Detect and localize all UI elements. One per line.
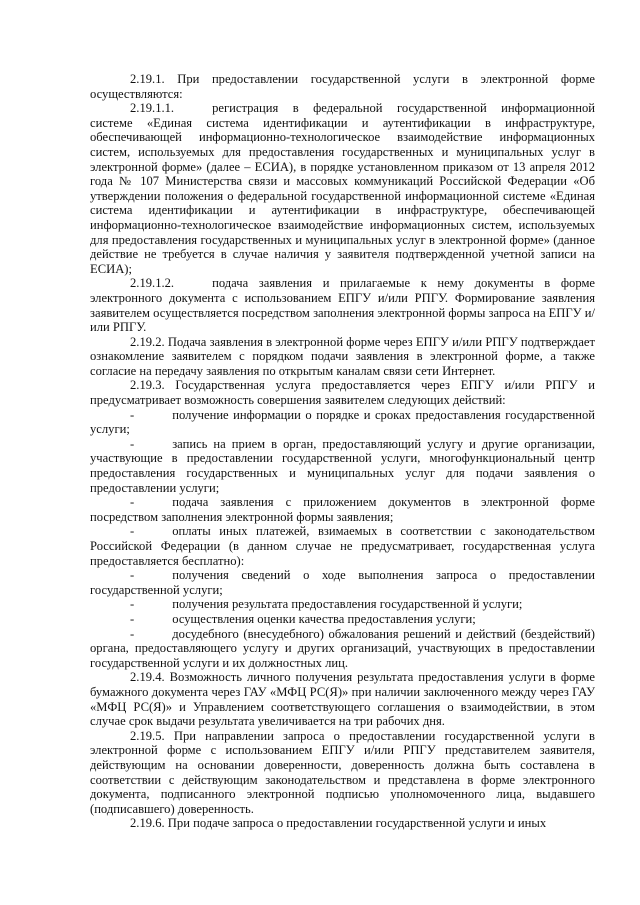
list-item-text: подача заявления с приложением документов в электронной форме посредством заполнения электронной формы заявления; bbox=[90, 495, 595, 524]
paragraph-2-19-6 bbox=[90, 816, 595, 831]
list-item bbox=[90, 568, 595, 597]
list-item bbox=[90, 612, 595, 627]
actions-list bbox=[90, 408, 595, 671]
clause-number: 2.19.2. bbox=[130, 334, 165, 349]
clause-number: 2.19.1.1. bbox=[130, 101, 175, 116]
clause-number: 2.19.1. bbox=[130, 72, 165, 86]
dash-marker: - bbox=[130, 597, 135, 612]
dash-marker: - bbox=[130, 524, 135, 539]
paragraph-2-19-2 bbox=[90, 335, 595, 379]
clause-text: При предоставлении государственной услуги в электронной форме осуществляются: bbox=[90, 72, 595, 101]
list-item bbox=[90, 627, 595, 671]
list-item-text: досудебного (внесудебного) обжалования решений и действий (бездействий) органа, предоставляющего услугу и других организаций, участвующих в предоставлении государственной услуги и их должностных лиц. bbox=[90, 626, 595, 670]
paragraph-2-19-4 bbox=[90, 670, 595, 728]
list-item-text: осуществления оценки качества предоставления услуги; bbox=[172, 611, 476, 626]
clause-text: Возможность личного получения результата предоставления услуги в форме бумажного документа через ГАУ «МФЦ РС(Я)» при наличии заключенного между через ГАУ «МФЦ РС(Я)» и Управлением соответствующего соглашения о взаимодействии, в этом случае срок выдачи результата увеличивается на три рабочих дня. bbox=[90, 670, 595, 729]
dash-marker: - bbox=[130, 436, 135, 451]
clause-number: 2.19.1.2. bbox=[130, 276, 175, 291]
clause-number: 2.19.4. bbox=[130, 670, 165, 685]
list-item-text: получение информации о порядке и сроках предоставления государственной услуги; bbox=[90, 407, 595, 437]
paragraph-2-19-5 bbox=[90, 729, 595, 817]
paragraph-2-19-1 bbox=[90, 72, 595, 101]
clause-number: 2.19.6. bbox=[130, 816, 165, 831]
clause-text: При направлении запроса о предоставлении государственной услуги в электронной форме с использованием ЕПГУ и/или РПГУ представителем заявителя, действующим на основании доверенности, доверенность должна быть составлена в соответствии с действующим законодательством и представлена в форме электронного документа, подписанного электронной подписью уполномоченного лица, выдавшего (подписавшего) доверенность. bbox=[90, 728, 595, 816]
clause-number: 2.19.5. bbox=[130, 728, 165, 743]
clause-text: При подаче запроса о предоставлении государственной услуги и иных bbox=[167, 816, 547, 831]
paragraph-2-19-1-1 bbox=[90, 101, 595, 276]
dash-marker: - bbox=[130, 626, 135, 641]
list-item-text: получения результата предоставления государственной й услуги; bbox=[172, 597, 523, 612]
dash-marker: - bbox=[130, 568, 135, 583]
document-body bbox=[90, 72, 595, 831]
clause-text: Подача заявления в электронной форме через ЕПГУ и/или РПГУ подтверждает ознакомление заявителем с порядком подачи заявления в электронной форме, а также согласие на передачу заявления по открытым каналам связи сети Интернет. bbox=[90, 334, 595, 378]
list-item-text: получения сведений о ходе выполнения запроса о предоставлении государственной услуги; bbox=[90, 568, 595, 597]
list-item-text: оплаты иных платежей, взимаемых в соответствии с законодательством Российской Федерации (в данном случае не предусматривает, государственная услуга предоставляется бесплатно): bbox=[90, 524, 595, 568]
list-item-text: запись на прием в орган, предоставляющий услугу и другие организации, участвующие в предоставлении государственной услуги, многофункциональный центр предоставления государственных и муниципальных услуг для подачи заявления о предоставлении услуги; bbox=[90, 436, 595, 495]
clause-text: подача заявления и прилагаемые к нему документы в форме электронного документа с использованием ЕПГУ и/или РПГУ. Формирование заявления заявителем осуществляется посредством заполнения электронной формы запроса на ЕПГУ и/или РПГУ. bbox=[90, 276, 595, 335]
list-item bbox=[90, 408, 595, 437]
clause-number: 2.19.3. bbox=[130, 378, 165, 393]
clause-text: Государственная услуга предоставляется через ЕПГУ и/или РПГУ и предусматривает возможность совершения заявителем следующих действий: bbox=[90, 378, 595, 408]
paragraph-2-19-1-2 bbox=[90, 276, 595, 334]
list-item bbox=[90, 495, 595, 524]
paragraph-2-19-3 bbox=[90, 378, 595, 407]
clause-text: регистрация в федеральной государственной информационной системе «Единая система идентификации и аутентификации в инфраструктуре, обеспечивающей информационно-технологическое взаимодействие информационных систем, используемых для предоставления государственных и муниципальных услуг в электронной форме» (далее – ЕСИА), в порядке установленном приказом от 13 апреля 2012 года № 107 Министерства связи и массовых коммуникаций Российской Федерации «Об утверждении положения о федеральной государственной информационной системе «Единая система идентификации и аутентификации в инфраструктуре, обеспечивающей информационно-технологическое взаимодействие информационных систем, используемых для предоставления государственных и муниципальных услуг в электронной форме» (данное действие не требуется в случае наличия у заявителя подтвержденной учетной записи на ЕСИА); bbox=[90, 101, 595, 276]
list-item bbox=[90, 524, 595, 568]
dash-marker: - bbox=[130, 407, 135, 422]
dash-marker: - bbox=[130, 611, 135, 626]
list-item bbox=[90, 437, 595, 495]
list-item bbox=[90, 597, 595, 612]
dash-marker: - bbox=[130, 495, 135, 510]
